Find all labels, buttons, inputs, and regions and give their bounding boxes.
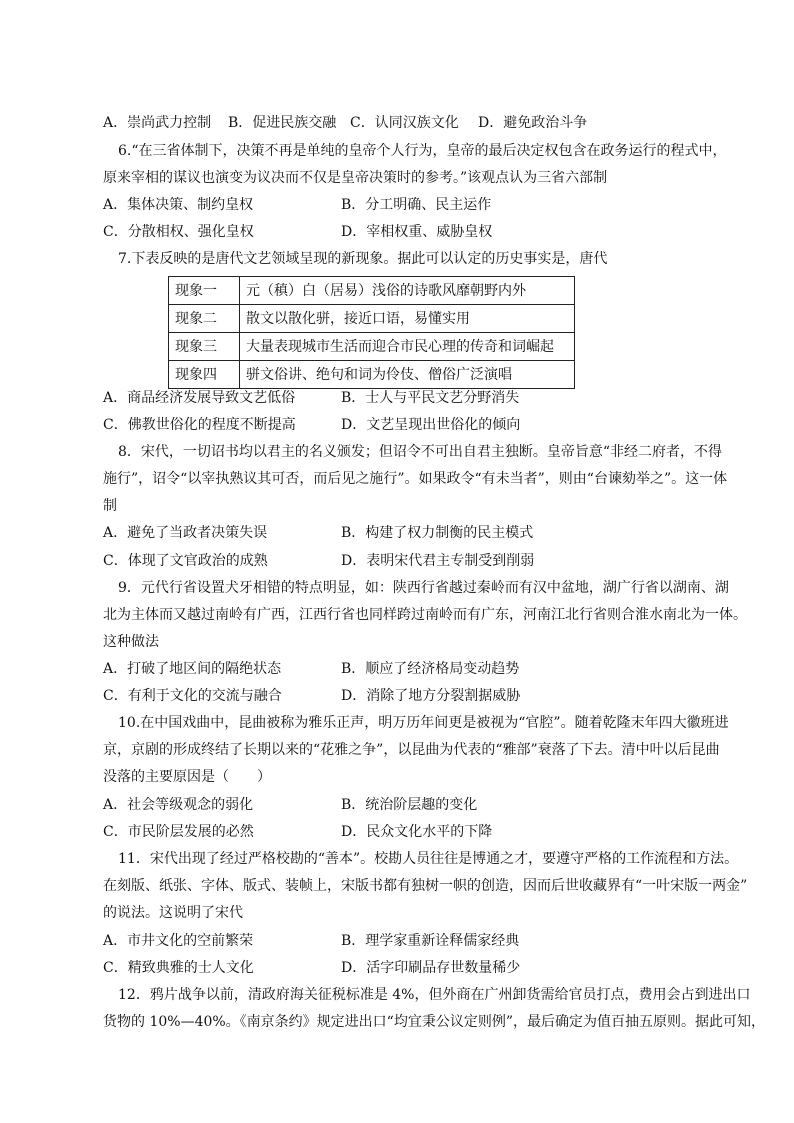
q12-stem-line-2: 货物的 10%—40%。《南京条约》规定进出口“均宜秉公议定则例”，最后确定为值百抽五原则。据此可知， — [103, 1014, 765, 1030]
table-cell-text: 元（稹）白（居易）浅俗的诗歌风靡朝野内外 — [240, 277, 575, 305]
q8-stem-line-1: 8．宋代，一切诏书均以君主的名义颁发；但诏令不可出自君主独断。皇帝旨意“非经二府者，不得 — [118, 444, 723, 460]
q6-option-c: C．分散相权、强化皇权 — [103, 224, 254, 240]
q6-options-row-2 — [103, 222, 492, 242]
q8-option-c: C．体现了文官政治的成熟 — [103, 553, 268, 569]
q7-stem-line-1: 7.下表反映的是唐代文艺领域呈现的新现象。据此可以认定的历史事实是，唐代 — [118, 251, 608, 267]
q10-stem-line-2: 京，京剧的形成终结了长期以来的“花雅之争”，以昆曲为代表的“雅部”衰落了下去。清中叶以后昆曲 — [103, 742, 720, 758]
q9-option-c: C．有利于文化的交流与融合 — [103, 688, 282, 704]
q7-options-row-1 — [103, 388, 519, 408]
q7-phenomena-table — [168, 276, 575, 389]
q5-option-b: B．促进民族交融 — [228, 115, 337, 131]
q9-option-d: D．消除了地方分裂割据威胁 — [341, 688, 521, 704]
q8-option-b: B．构建了权力制衡的民主模式 — [341, 525, 534, 541]
q7-options-row-2 — [103, 415, 520, 435]
q10-options-row-2 — [103, 822, 492, 842]
q11-options-row-1 — [103, 931, 519, 951]
table-row — [169, 305, 575, 333]
q5-option-c: C．认同汉族文化 — [350, 115, 459, 131]
q9-options-row-2 — [103, 686, 520, 706]
q6-option-b: B．分工明确、民主运作 — [341, 197, 492, 213]
q11-option-b: B．理学家重新诠释儒家经典 — [341, 933, 520, 949]
q8-options-row-1 — [103, 523, 533, 543]
q10-option-d: D．民众文化水平的下降 — [341, 824, 493, 840]
table-row — [169, 277, 575, 305]
q7-option-c: C．佛教世俗化的程度不断提高 — [103, 417, 296, 433]
q9-options-row-1 — [103, 659, 519, 679]
q10-options-row-1 — [103, 795, 477, 815]
q6-option-d: D．宰相权重、威胁皇权 — [341, 224, 493, 240]
q9-stem-line-1: 9．元代行省设置犬牙相错的特点明显，如：陕西行省越过秦岭而有汉中盆地，湖广行省以湖南、湖 — [118, 580, 729, 596]
table-row — [169, 333, 575, 361]
table-cell-label: 现象三 — [169, 333, 240, 361]
q11-option-c: C．精致典雅的士人文化 — [103, 960, 254, 976]
q11-option-a: A．市井文化的空前繁荣 — [103, 933, 254, 949]
q11-stem-line-3: 的说法。这说明了宋代 — [103, 905, 243, 921]
q8-option-a: A．避免了当政者决策失误 — [103, 525, 268, 541]
q9-stem-line-3: 这种做法 — [103, 634, 159, 650]
q10-option-c: C．市民阶层发展的必然 — [103, 824, 254, 840]
q11-option-d: D．活字印刷品存世数量稀少 — [341, 960, 521, 976]
q7-option-a: A．商品经济发展导致文艺低俗 — [103, 390, 296, 406]
q9-stem-line-2: 北为主体而又越过南岭有广西，江西行省也同样跨过南岭而有广东，河南江北行省则合淮水南北为一体。 — [103, 607, 747, 623]
table-cell-label: 现象一 — [169, 277, 240, 305]
q11-stem-line-2: 在刻版、纸张、字体、版式、装帧上，宋版书都有独树一帜的创造，因而后世收藏界有“一叶宋版一两金” — [103, 878, 748, 894]
q5-option-d: D．避免政治斗争 — [478, 115, 588, 131]
q7-option-b: B．士人与平民文艺分野消失 — [341, 390, 520, 406]
q7-option-d: D．文艺呈现出世俗化的倾向 — [341, 417, 521, 433]
q10-stem-line-1: 10.在中国戏曲中，昆曲被称为雅乐正声，明万历年间更是被视为“官腔”。随着乾隆末年四大徽班进 — [118, 715, 729, 731]
q8-stem-line-2: 施行”，诏令“以宰执熟议其可否，而后见之施行”。如果政令“有未当者”，则由“台谏劾举之”。这一体 — [103, 471, 728, 487]
q12-stem-line-1: 12．鸦片战争以前，清政府海关征税标准是 4%，但外商在广州卸货需给官员打点，费用会占到进出口 — [118, 987, 751, 1003]
table-row — [169, 361, 575, 389]
q9-option-b: B．顺应了经济格局变动趋势 — [341, 661, 520, 677]
q6-stem-line-2: 原来宰相的谋议也演变为议决而不仅是皇帝决策时的参考。”该观点认为三省六部制 — [103, 170, 608, 186]
q10-option-b: B．统治阶层趣的变化 — [341, 797, 478, 813]
q6-stem-line-1: 6.“在三省体制下，决策不再是单纯的皇帝个人行为，皇帝的最后决定权包含在政务运行的程式中， — [118, 143, 727, 159]
table-cell-text: 散文以散化骈，接近口语，易懂实用 — [240, 305, 575, 333]
q10-stem-line-3: 没落的主要原因是（ ） — [103, 769, 271, 785]
q8-stem-line-3: 制 — [103, 498, 117, 514]
q10-option-a: A．社会等级观念的弱化 — [103, 797, 254, 813]
table-cell-label: 现象四 — [169, 361, 240, 389]
q11-options-row-2 — [103, 958, 520, 978]
q6-options-row-1 — [103, 195, 491, 215]
table-cell-text: 大量表现城市生活而迎合市民心理的传奇和词崛起 — [240, 333, 575, 361]
q11-stem-line-1: 11．宋代出现了经过严格校勘的“善本”。校勘人员往往是博通之才，要遵守严格的工作流程和方法。 — [118, 851, 739, 867]
q8-options-row-2 — [103, 551, 534, 571]
q5-options — [103, 113, 587, 133]
q9-option-a: A．打破了地区间的隔绝状态 — [103, 661, 282, 677]
table-cell-text: 骈文俗讲、绝句和词为伶伎、僧俗广泛演唱 — [240, 361, 575, 389]
q8-option-d: D．表明宋代君主专制受到削弱 — [341, 553, 535, 569]
q5-option-a: A．崇尚武力控制 — [103, 115, 212, 131]
table-cell-label: 现象二 — [169, 305, 240, 333]
q6-option-a: A．集体决策、制约皇权 — [103, 197, 254, 213]
